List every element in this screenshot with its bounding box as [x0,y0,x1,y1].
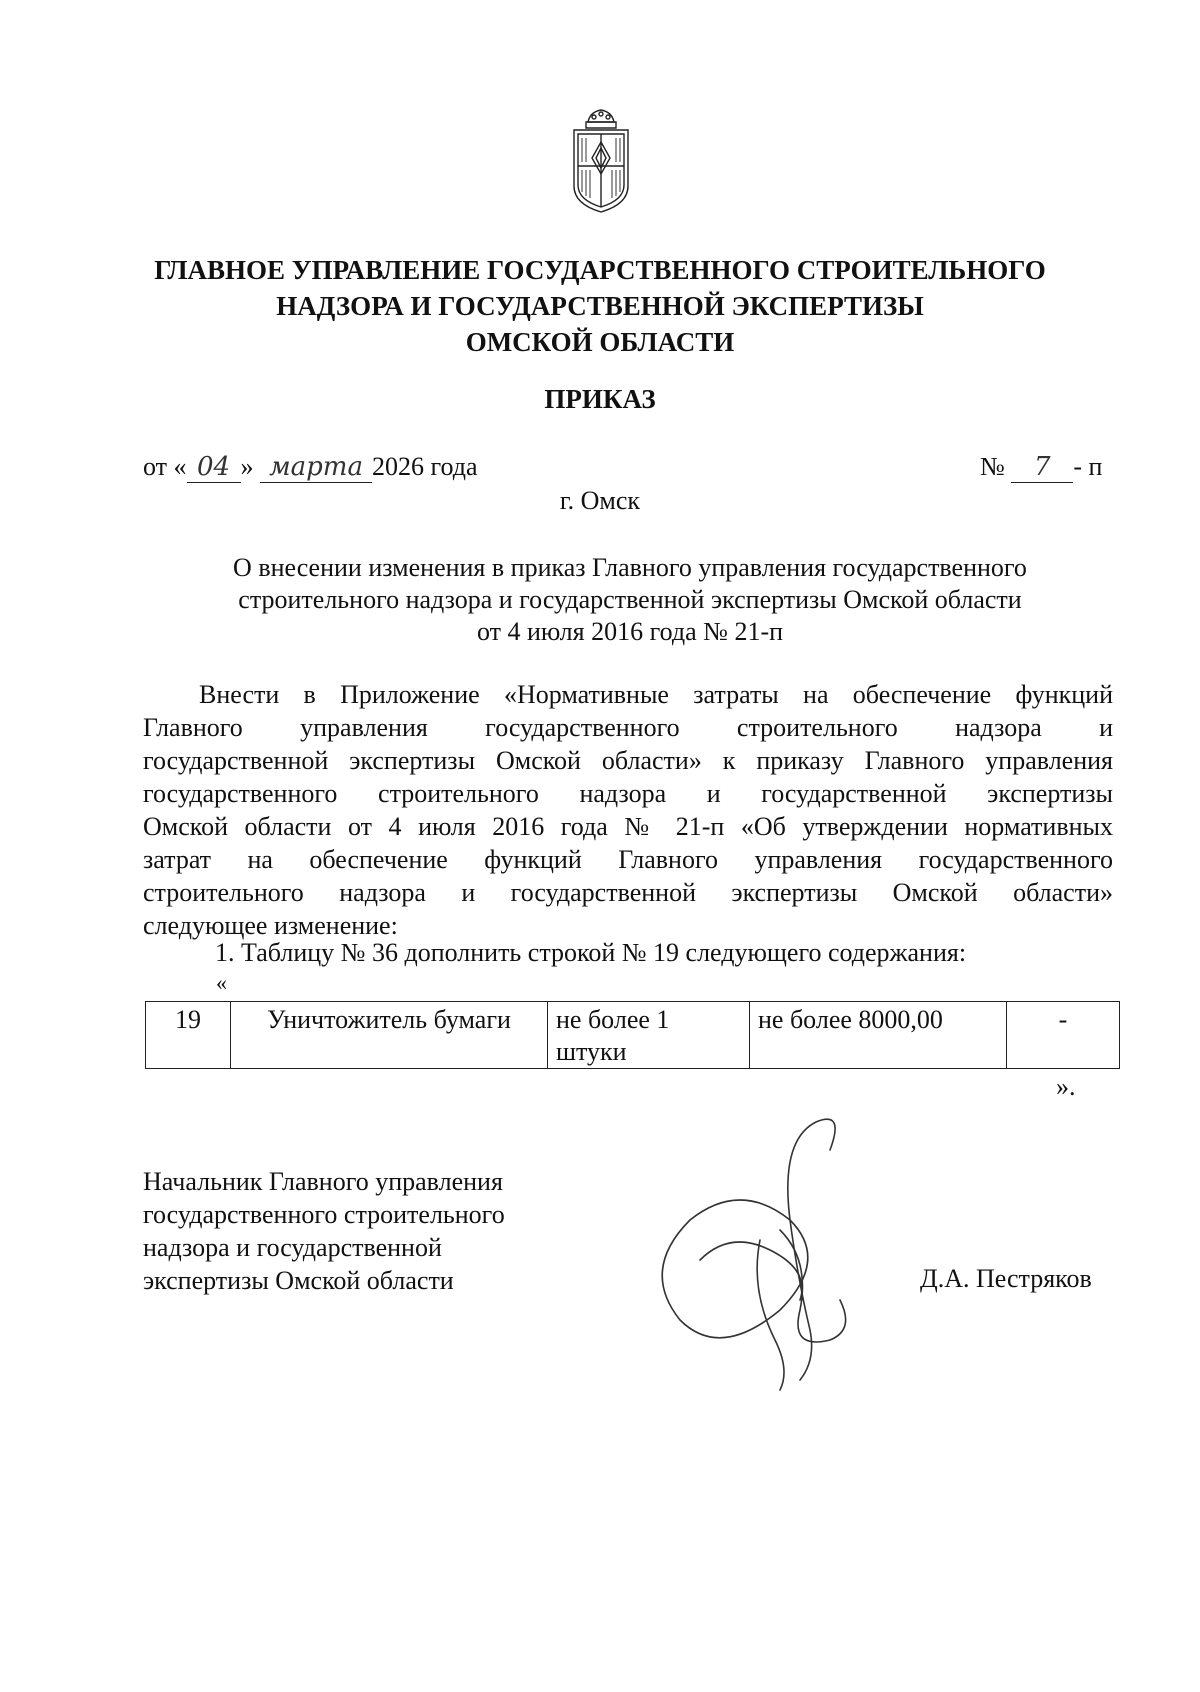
order-date [143,452,478,483]
body-line-3: государственной экспертизы Омской области» к приказу Главного управления [143,746,1113,775]
agency-header [100,252,1100,360]
signer-line-4: экспертизы Омской области [143,1266,454,1295]
number-prefix: № [980,452,1005,481]
number-suffix: - п [1073,452,1103,481]
order-number [980,452,1102,483]
agency-line-3: ОМСКОЙ ОБЛАСТИ [465,327,735,357]
city: г. Омск [559,486,641,515]
document-title: ПРИКАЗ [544,384,656,414]
subject-line-1: О внесении изменения в приказ Главного управления государственного [233,553,1027,582]
signer-position [143,1165,505,1297]
body-line-4: государственного строительного надзора и государственной экспертизы [143,779,1113,808]
cell-quantity: не более 1 штуки [548,1002,750,1069]
body-paragraph [143,678,1113,942]
cell-price: не более 8000,00 [750,1002,1007,1069]
agency-line-1: ГЛАВНОЕ УПРАВЛЕНИЕ ГОСУДАРСТВЕННОГО СТРОИТЕЛЬНОГО [154,255,1046,285]
handwritten-month: марта [260,452,372,483]
cell-number: 19 [146,1002,231,1069]
amendment-table [145,1001,1120,1069]
close-quote: ». [1056,1072,1076,1101]
coat-of-arms-emblem [570,108,632,214]
body-line-8: следующее изменение: [143,911,398,940]
date-mid: » [240,452,254,481]
handwritten-number: 7 [1011,452,1073,483]
subject-line-3: от 4 июля 2016 года № 21-п [476,617,784,646]
table-row [146,1002,1120,1069]
body-line-1: Внести в Приложение «Нормативные затраты на обеспечение функций [199,680,1113,709]
subject-line-2: строительного надзора и государственной экспертизы Омской области [238,585,1022,614]
handwritten-day: 04 [187,452,241,483]
handwritten-signature [640,1110,880,1400]
order-subject [170,552,1090,648]
date-prefix: от « [143,452,187,481]
cell-extra: - [1007,1002,1120,1069]
body-line-6: затрат на обеспечение функций Главного управления государственного [143,845,1113,874]
agency-line-2: НАДЗОРА И ГОСУДАРСТВЕННОЙ ЭКСПЕРТИЗЫ [276,291,924,321]
body-line-5: Омской области от 4 июля 2016 года № 21-п «Об утверждении нормативных [143,812,1113,841]
body-line-2: Главного управления государственного строительного надзора и [143,713,1113,742]
signer-line-1: Начальник Главного управления [143,1167,503,1196]
body-line-7: строительного надзора и государственной экспертизы Омской области» [143,878,1113,907]
open-quote: « [216,970,227,995]
date-year: 2026 года [372,452,478,481]
signer-line-2: государственного строительного [143,1200,505,1229]
signer-line-3: надзора и государственной [143,1233,442,1262]
cell-name: Уничтожитель бумаги [231,1002,548,1069]
amendment-item: 1. Таблицу № 36 дополнить строкой № 19 следующего содержания: [215,938,967,967]
signer-name: Д.А. Пестряков [920,1264,1092,1293]
